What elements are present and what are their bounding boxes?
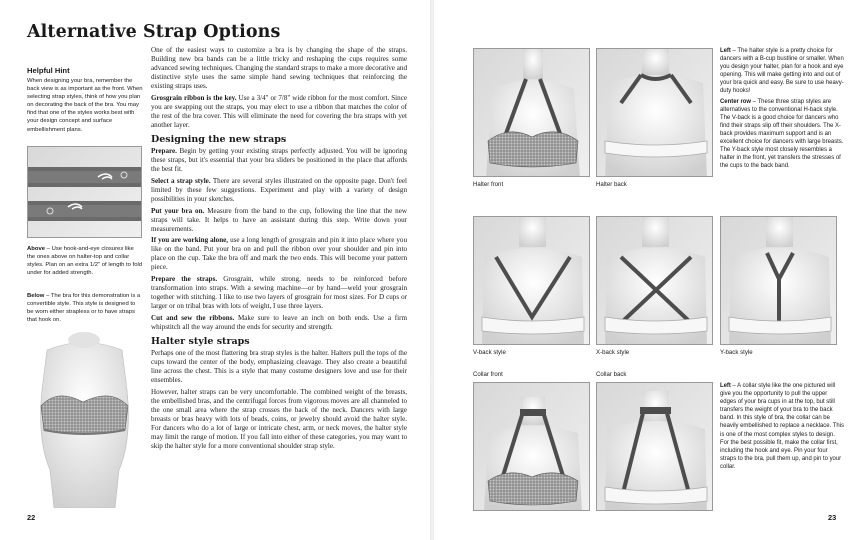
- helpful-hint-heading: Helpful Hint: [27, 66, 70, 75]
- puton-paragraph: [151, 207, 407, 234]
- halter-back-photo: [596, 48, 713, 177]
- right-column-bottom: [720, 382, 844, 473]
- collar-front-caption: Collar front: [473, 371, 503, 378]
- yback-photo: [720, 216, 837, 345]
- page-number-left: 22: [27, 513, 36, 522]
- grosgrain-lead: Grosgrain ribbon is the key.: [151, 93, 237, 102]
- halter-paragraph-1: Perhaps one of the most flattering bra strap styles is the halter. Halters pull the tops of the cups toward the center of the body, emphasizing cleavage. They also create a beautiful line across the chest. This is a style that many costume designers love and use for their ensembles.: [151, 348, 407, 385]
- halter-note: [720, 47, 844, 96]
- select-text: There are several styles illustrated on the opposite page. Don't feel limited by these few suggestions. Experiment and play with a variety of design possibilities in your sketches.: [151, 176, 408, 203]
- select-lead: Select a strap style.: [151, 176, 211, 185]
- strapless-bra-photo: [27, 330, 142, 508]
- alone-paragraph: [151, 236, 407, 272]
- above-caption: [27, 245, 143, 277]
- alone-text: use a long length of grosgrain and pin it into place where you like on the band. Put your bra on and pull the ribbon over your shoulder and pin into place on the cup. Take the bra off and mark the two ends. This will become your pattern piece.: [151, 236, 407, 272]
- grosgrain-paragraph: [151, 94, 407, 130]
- prepare-paragraph: [151, 147, 407, 174]
- above-caption-text: – Use hook-and-eye closures like the ones above on halter-top and collar styles. Plan on an extra 1/2" of length to fold under for added strength.: [27, 246, 143, 277]
- collar-back-photo: [596, 382, 713, 511]
- grosgrain-text: Use a 3/4" or 7/8" wide ribbon for the most comfort. Since you are swapping out the straps, you may elect to use a ribbon that matches the color of the rest of the bra cover. This will eliminate the need for covering the bra straps with yet another layer.: [151, 93, 407, 129]
- halter-front-caption: Halter front: [473, 181, 504, 188]
- halter-back-caption: Halter back: [596, 181, 627, 188]
- prepstraps-paragraph: [151, 275, 407, 311]
- halter-paragraph-2: However, halter straps can be very uncomfortable. The combined weight of the breasts, the embellished bras, and the centrifugal forces from vigorous moves are all channeled to the one small area where the strap crosses the back of the neck. Dancers with large breasts or bras heavy with lots of beads, coins, or jewelry should avoid the halter style. For dancers who do a lot of large or intricate chest, arm, or neck moves, the halter style may limit the range of motion. If you fall into either of these categories, you may want to skip the halter style for a more conventional shoulder strap style.: [151, 387, 407, 451]
- halter-heading: Halter style straps: [151, 335, 250, 347]
- cut-lead: Cut and sew the ribbons.: [151, 313, 235, 322]
- halter-note-label: Left: [720, 48, 731, 54]
- below-caption-text: – The bra for this demonstration is a convertible style. This style is designed to be worn either strapless or to have straps that hook on.: [27, 293, 141, 324]
- vback-caption: V-back style: [473, 349, 506, 356]
- collar-note: [720, 382, 844, 471]
- halter-note-text: – The halter style is a pretty choice for dancers with a B-cup bustline or smaller. When you design your halter, plan for a hook and eye opening. This will make getting into and out of your bra quick and easy. Be sure to use heavy-duty hooks!: [720, 48, 844, 95]
- collar-front-photo: [473, 382, 590, 511]
- left-page: [0, 0, 430, 540]
- xback-caption: X-back style: [596, 349, 630, 356]
- collar-note-text: – A collar style like the one pictured will give you the opportunity to pull the upper edges of your bra cups in at the top, but still transfers the weight of your bra to the back band. In this style of bra, the collar can be heavily embellished to replace a necklace. This is one of the most complex styles to design. For the best possible fit, make the collar first, including the hook and eye. Pin your four straps to the bra, pull them up, and pin to your collar.: [720, 383, 844, 470]
- vback-photo: [473, 216, 590, 345]
- collar-note-label: Left: [720, 383, 731, 389]
- below-caption: [27, 292, 143, 324]
- prepstraps-text: Grosgrain, while strong, needs to be reinforced before transformation into straps. With a sewing machine—or by hand—weld your grosgrain together with stitching. I like to use two layers of grosgrain for most sizes. For D cups or larger or on tribal bras with lots of weight, I use three layers.: [151, 275, 407, 311]
- intro-paragraph: One of the easiest ways to customize a bra is by changing the shape of the straps. Building new bra bands can be a little tricky and reshaping the cups requires some advanced sewing techniques. Changing the standard straps to make a more decorative and distinctive style uses the same simple hand sewing techniques that reinforcing the existing straps uses.: [151, 46, 407, 91]
- above-caption-label: Above: [27, 246, 46, 252]
- center-row-label: Center row: [720, 98, 752, 105]
- designing-heading: Designing the new straps: [151, 134, 287, 146]
- xback-photo: [596, 216, 713, 345]
- cut-paragraph: [151, 314, 407, 332]
- helpful-hint-text: When designing your bra, remember the back view is as important as the front. When selecting strap styles, think of how you plan on decorating the back of the bra. You may find that one of the styles works best with your design concept and surface embellishment plans.: [27, 78, 143, 133]
- puton-lead: Put your bra on.: [151, 206, 205, 215]
- hook-eye-photo: [27, 146, 142, 238]
- cut-text: Make sure to leave an inch on both ends. Use a firm whipstitch all the way around the ends for security and strength.: [151, 313, 407, 331]
- yback-caption: Y-back style: [720, 349, 753, 356]
- prepare-text: Begin by getting your existing straps perfectly adjusted. You will be ignoring these straps, but it's essential that your bra sliders be positioned in the place that affords the best fit.: [151, 147, 407, 174]
- right-column-top: [720, 47, 844, 172]
- halter-front-photo: [473, 48, 590, 177]
- select-paragraph: [151, 177, 407, 204]
- puton-text: Measure from the band to the cup, following the line that the new straps will take. It helps to have an assistant during this step. Write down your measurements.: [151, 206, 407, 233]
- center-row-note: [720, 98, 844, 171]
- below-caption-label: Below: [27, 293, 45, 299]
- prepare-lead: Prepare.: [151, 147, 177, 156]
- center-row-text: – These three strap styles are alternatives to the conventional H-back style. The V-back is a good choice for dancers who find their straps slip off their shoulders. The X-back provides maximum support and is an excellent choice for dancers with large breasts. The Y-back style most closely resembles a halter in the front, yet transfers the stresses of the cups to the back band.: [720, 98, 844, 170]
- collar-back-caption: Collar back: [596, 371, 627, 378]
- alone-lead: If you are working alone,: [151, 236, 229, 245]
- page-number-right: 23: [828, 513, 837, 522]
- page-title: Alternative Strap Options: [27, 22, 281, 42]
- prepstraps-lead: Prepare the straps.: [151, 275, 218, 284]
- main-column: [151, 46, 407, 454]
